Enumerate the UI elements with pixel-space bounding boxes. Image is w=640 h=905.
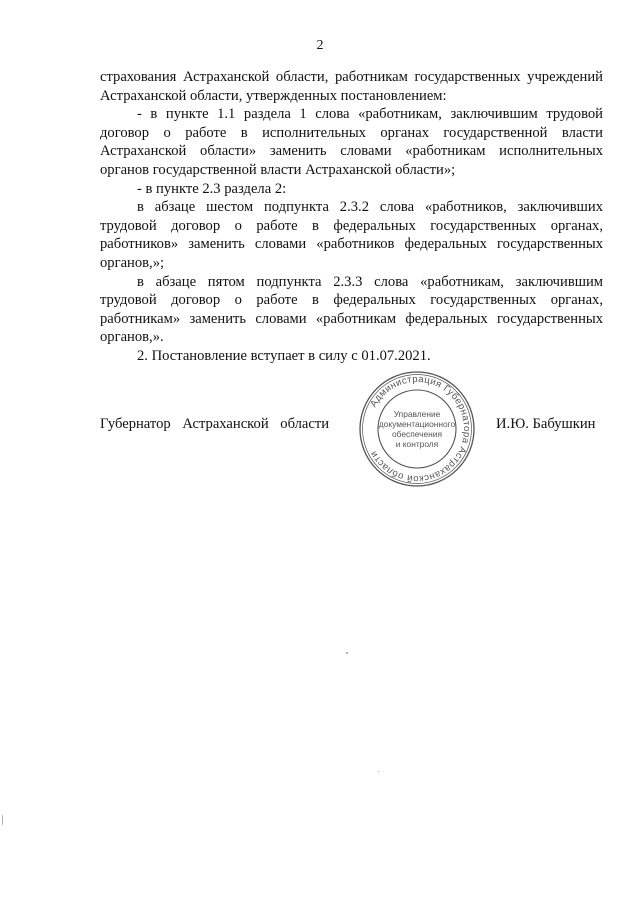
paragraph-item-2-3: - в пункте 2.3 раздела 2: bbox=[137, 180, 287, 197]
scan-speck bbox=[378, 771, 379, 772]
document-body bbox=[100, 68, 603, 366]
scan-speck bbox=[346, 652, 348, 654]
official-seal bbox=[358, 370, 476, 488]
seal-inner-line: и контроля bbox=[395, 439, 439, 449]
signatory-name: И.Ю. Бабушкин bbox=[496, 416, 596, 432]
seal-inner-line: документационного bbox=[378, 419, 456, 429]
paragraph-effective-date: 2. Постановление вступает в силу с 01.07.2021. bbox=[137, 347, 431, 364]
scan-edge-mark bbox=[2, 815, 3, 825]
paragraph-continuation: страхования Астраханской области, работникам государственных учреждений Астраханской области, утвержденных постановлением: bbox=[100, 69, 603, 104]
seal-inner-line: Управление bbox=[393, 409, 441, 419]
seal-inner-line: обеспечения bbox=[392, 429, 442, 439]
paragraph-subitem-2-3-2: в абзаце шестом подпункта 2.3.2 слова «работников, заключивших трудовой договор о работе в федеральных государственных органах, работников» заменить словами «работников федеральных государственных органов,»; bbox=[100, 199, 603, 271]
page-number: 2 bbox=[316, 38, 324, 53]
signature-block bbox=[0, 416, 640, 436]
seal-outer-text: Администрация Губернатора Астраханской области bbox=[368, 373, 473, 485]
signatory-position: Губернатор Астраханской области bbox=[100, 416, 330, 432]
paragraph-subitem-2-3-3: в абзаце пятом подпункта 2.3.3 слова «работникам, заключившим трудовой договор о работе в федеральных государственных органах, работникам» заменить словами «работникам федеральных государственных органов,». bbox=[100, 273, 603, 346]
paragraph-item-1-1: - в пункте 1.1 раздела 1 слова «работникам, заключившим трудовой договор о работе в исполнительных органах государственной власти Астраханской области» заменить словами «работникам исполнительных органов государственной власти Астраханской области»; bbox=[100, 106, 603, 178]
